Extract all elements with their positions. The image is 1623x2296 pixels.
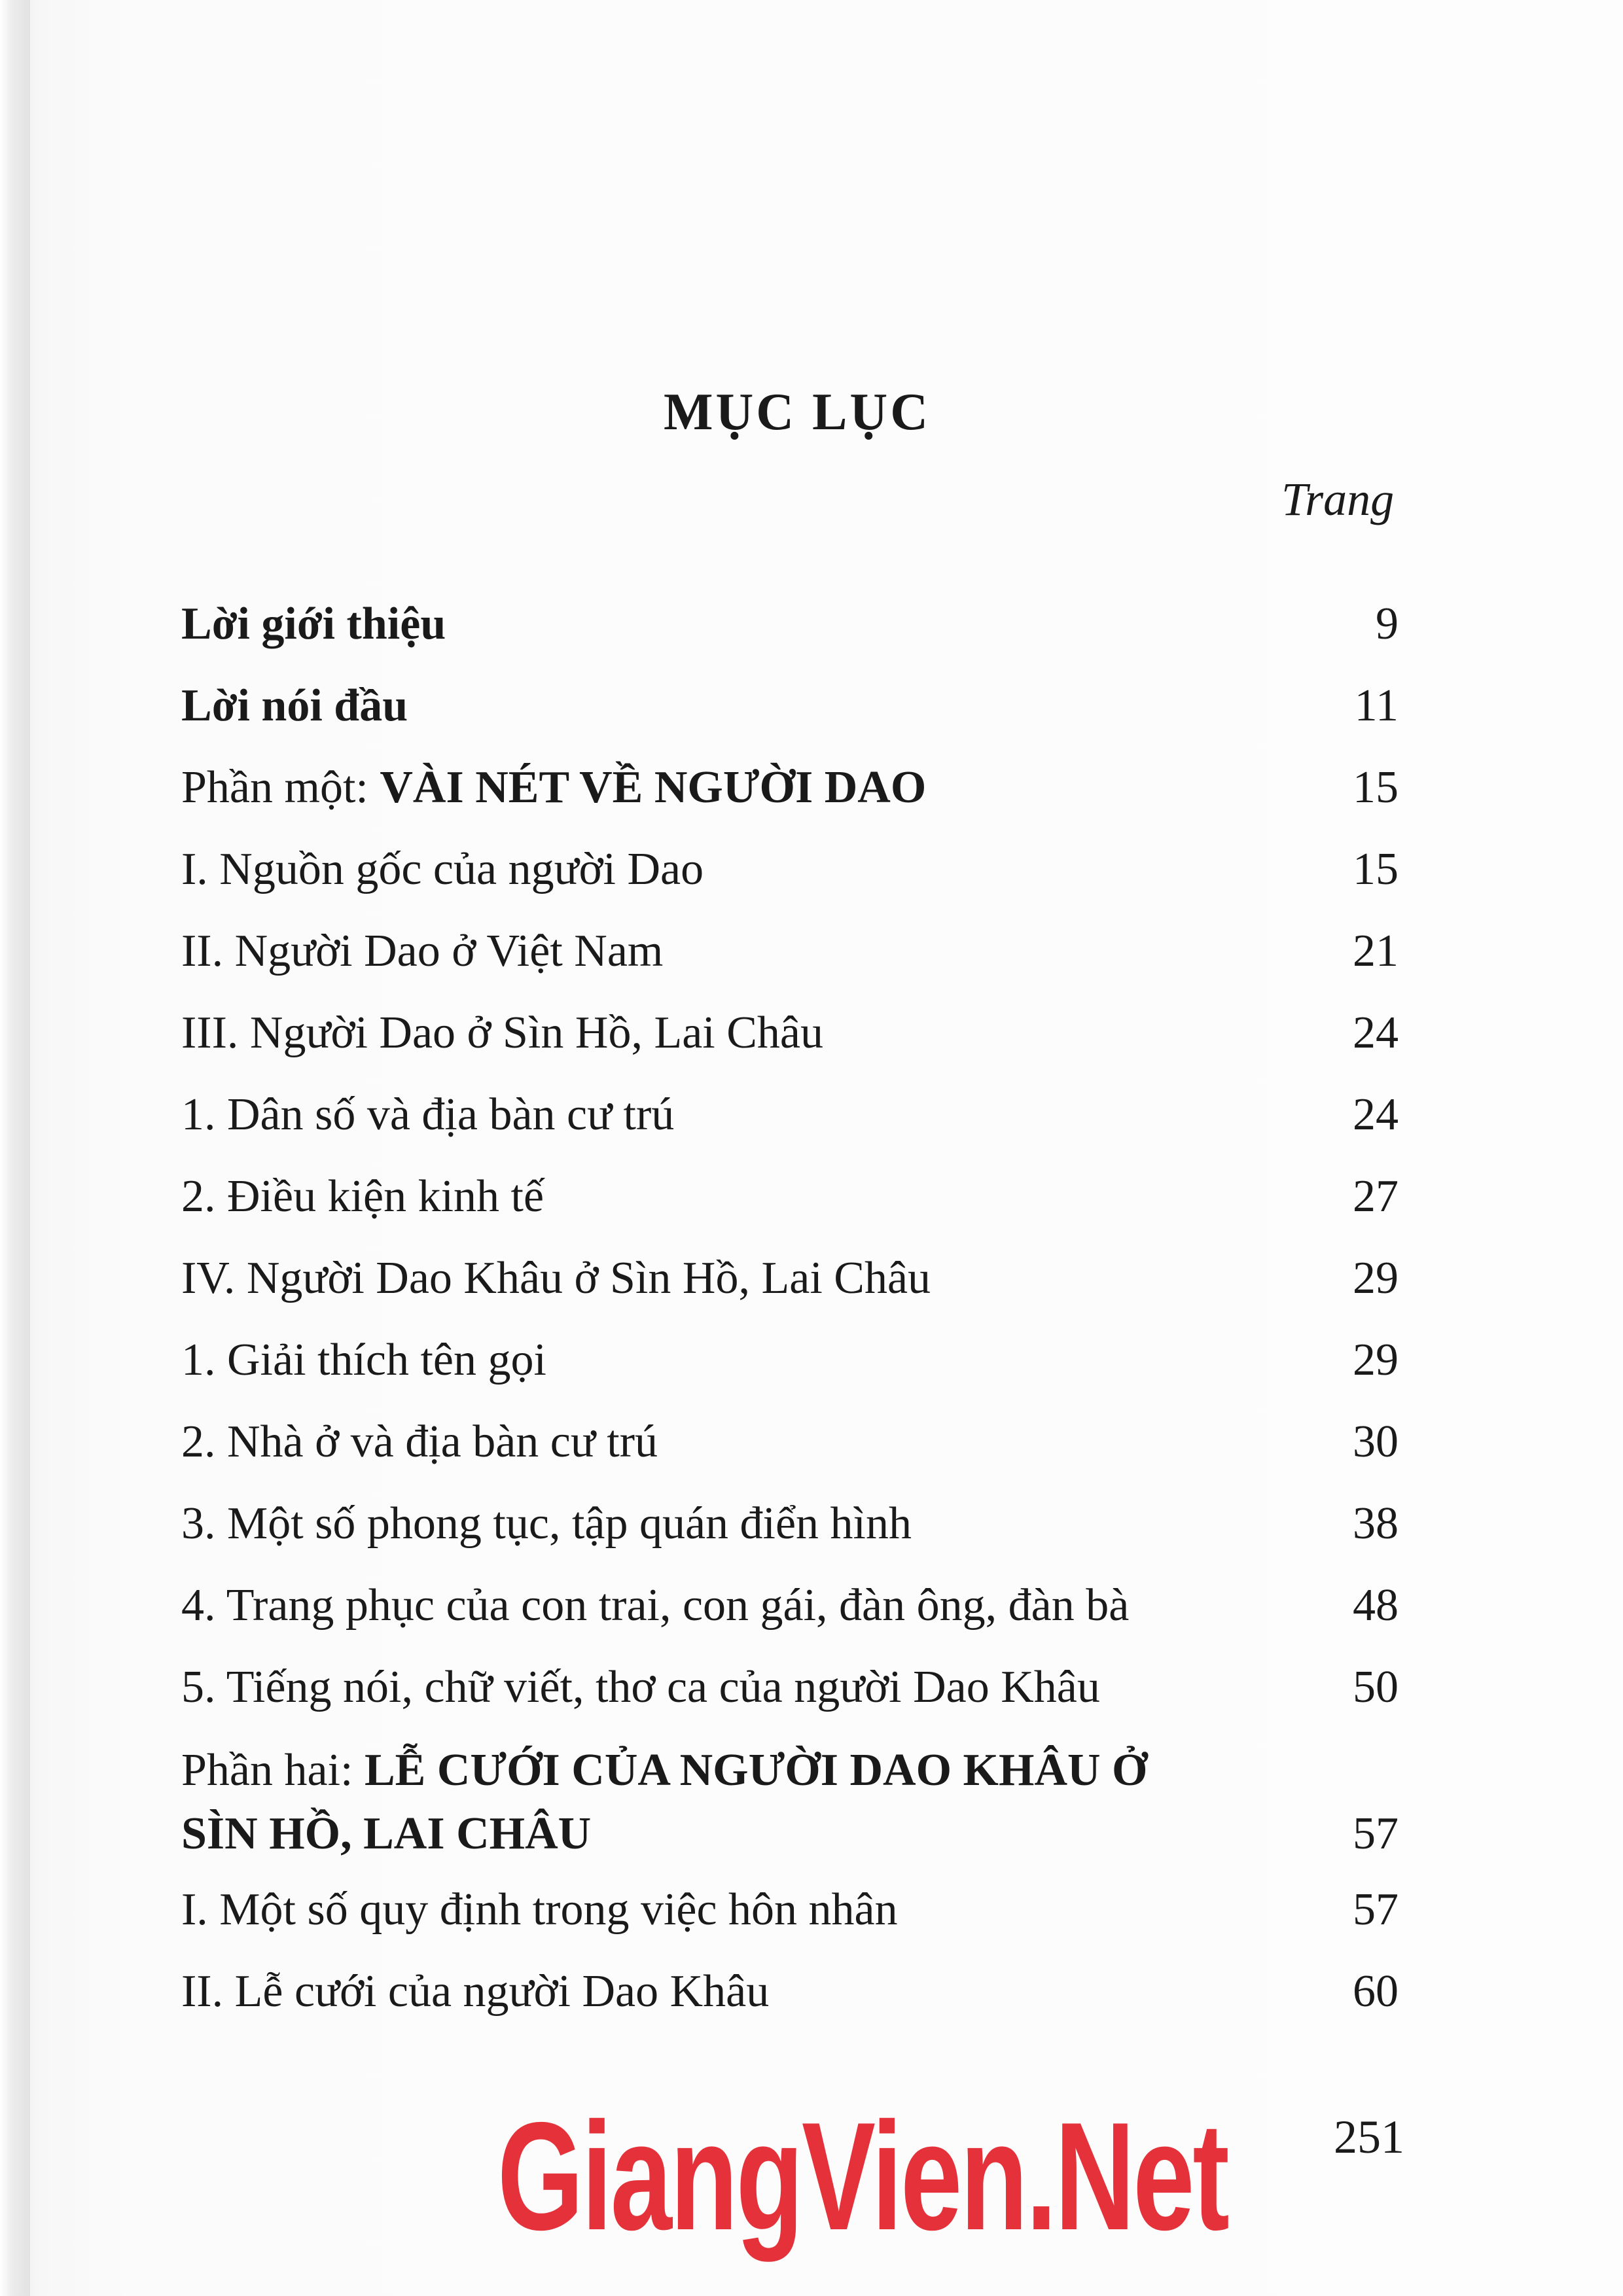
toc-entry xyxy=(181,910,1399,992)
toc-entry xyxy=(181,1237,1399,1319)
toc-entry-title: II. Lễ cưới của người Dao Khâu xyxy=(181,1966,770,2017)
toc-entry-title: 1. Dân số và địa bàn cư trú xyxy=(181,1089,675,1140)
toc-entry-page: 27 xyxy=(1353,1171,1399,1222)
toc-entry xyxy=(181,583,1399,665)
toc-entry-page: 15 xyxy=(1353,843,1399,894)
toc-entry-title: I. Một số quy định trong việc hôn nhân xyxy=(181,1884,898,1935)
toc-entry-page: 38 xyxy=(1353,1498,1399,1549)
part-prefix: Phần hai: xyxy=(181,1745,365,1795)
toc-entry-page: 24 xyxy=(1353,1089,1399,1140)
toc-entry-title: IV. Người Dao Khâu ở Sìn Hồ, Lai Châu xyxy=(181,1252,931,1303)
toc-entry-title: Lời nói đầu xyxy=(181,680,408,731)
page-binding-edge xyxy=(0,0,30,2296)
page-title: MỤC LỤC xyxy=(664,383,931,441)
toc-entry-title: Lời giới thiệu xyxy=(181,598,446,649)
toc-entry-title: 1. Giải thích tên gọi xyxy=(181,1334,546,1385)
toc-entry-title: 2. Nhà ở và địa bàn cư trú xyxy=(181,1416,658,1467)
toc-entry xyxy=(181,1869,1399,1951)
toc-entry xyxy=(181,1951,1399,2032)
toc-entry-title xyxy=(181,1739,1148,1865)
table-of-contents xyxy=(181,583,1399,2032)
toc-entry xyxy=(181,1564,1399,1646)
toc-entry xyxy=(181,1319,1399,1401)
toc-entry xyxy=(181,665,1399,747)
toc-entry-page: 30 xyxy=(1353,1416,1399,1467)
toc-entry-title: 4. Trang phục của con trai, con gái, đàn ông, đàn bà xyxy=(181,1580,1130,1631)
toc-entry xyxy=(181,1074,1399,1156)
toc-entry xyxy=(181,1728,1399,1869)
toc-entry-page: 57 xyxy=(1353,1809,1399,1859)
toc-entry-page: 57 xyxy=(1353,1884,1399,1935)
part-prefix: Phần một: xyxy=(181,762,380,813)
toc-entry-page: 29 xyxy=(1353,1334,1399,1385)
toc-entry-title: 3. Một số phong tục, tập quán điển hình xyxy=(181,1498,912,1549)
toc-entry xyxy=(181,992,1399,1074)
toc-entry-page: 11 xyxy=(1354,680,1399,731)
toc-entry-title: II. Người Dao ở Việt Nam xyxy=(181,925,664,976)
part-title-line2: SÌN HỒ, LAI CHÂU xyxy=(181,1809,592,1859)
toc-entry xyxy=(181,747,1399,828)
part-title: VÀI NÉT VỀ NGƯỜI DAO xyxy=(380,762,927,813)
toc-entry-page: 60 xyxy=(1353,1966,1399,2017)
toc-entry-page: 48 xyxy=(1353,1580,1399,1631)
toc-entry xyxy=(181,1646,1399,1728)
part-title: LỄ CƯỚI CỦA NGƯỜI DAO KHÂU Ở xyxy=(364,1745,1148,1795)
page-column-label: Trang xyxy=(1281,473,1395,525)
toc-entry-title: 2. Điều kiện kinh tế xyxy=(181,1171,544,1222)
toc-entry-title: III. Người Dao ở Sìn Hồ, Lai Châu xyxy=(181,1007,823,1058)
toc-entry xyxy=(181,828,1399,910)
toc-entry-page: 21 xyxy=(1353,925,1399,976)
page-number: 251 xyxy=(1334,2111,1404,2163)
toc-entry-page: 29 xyxy=(1353,1252,1399,1303)
toc-entry-title: 5. Tiếng nói, chữ viết, thơ ca của người Dao Khâu xyxy=(181,1661,1100,1712)
toc-entry-title xyxy=(181,762,926,814)
toc-entry-page: 24 xyxy=(1353,1007,1399,1058)
toc-entry xyxy=(181,1483,1399,1564)
toc-entry-page: 9 xyxy=(1376,598,1399,649)
toc-entry-page: 15 xyxy=(1353,762,1399,813)
toc-entry-page: 50 xyxy=(1353,1661,1399,1712)
toc-entry xyxy=(181,1156,1399,1237)
watermark: GiangVien.Net xyxy=(497,2090,1228,2262)
toc-entry xyxy=(181,1401,1399,1483)
toc-entry-title: I. Nguồn gốc của người Dao xyxy=(181,843,704,894)
